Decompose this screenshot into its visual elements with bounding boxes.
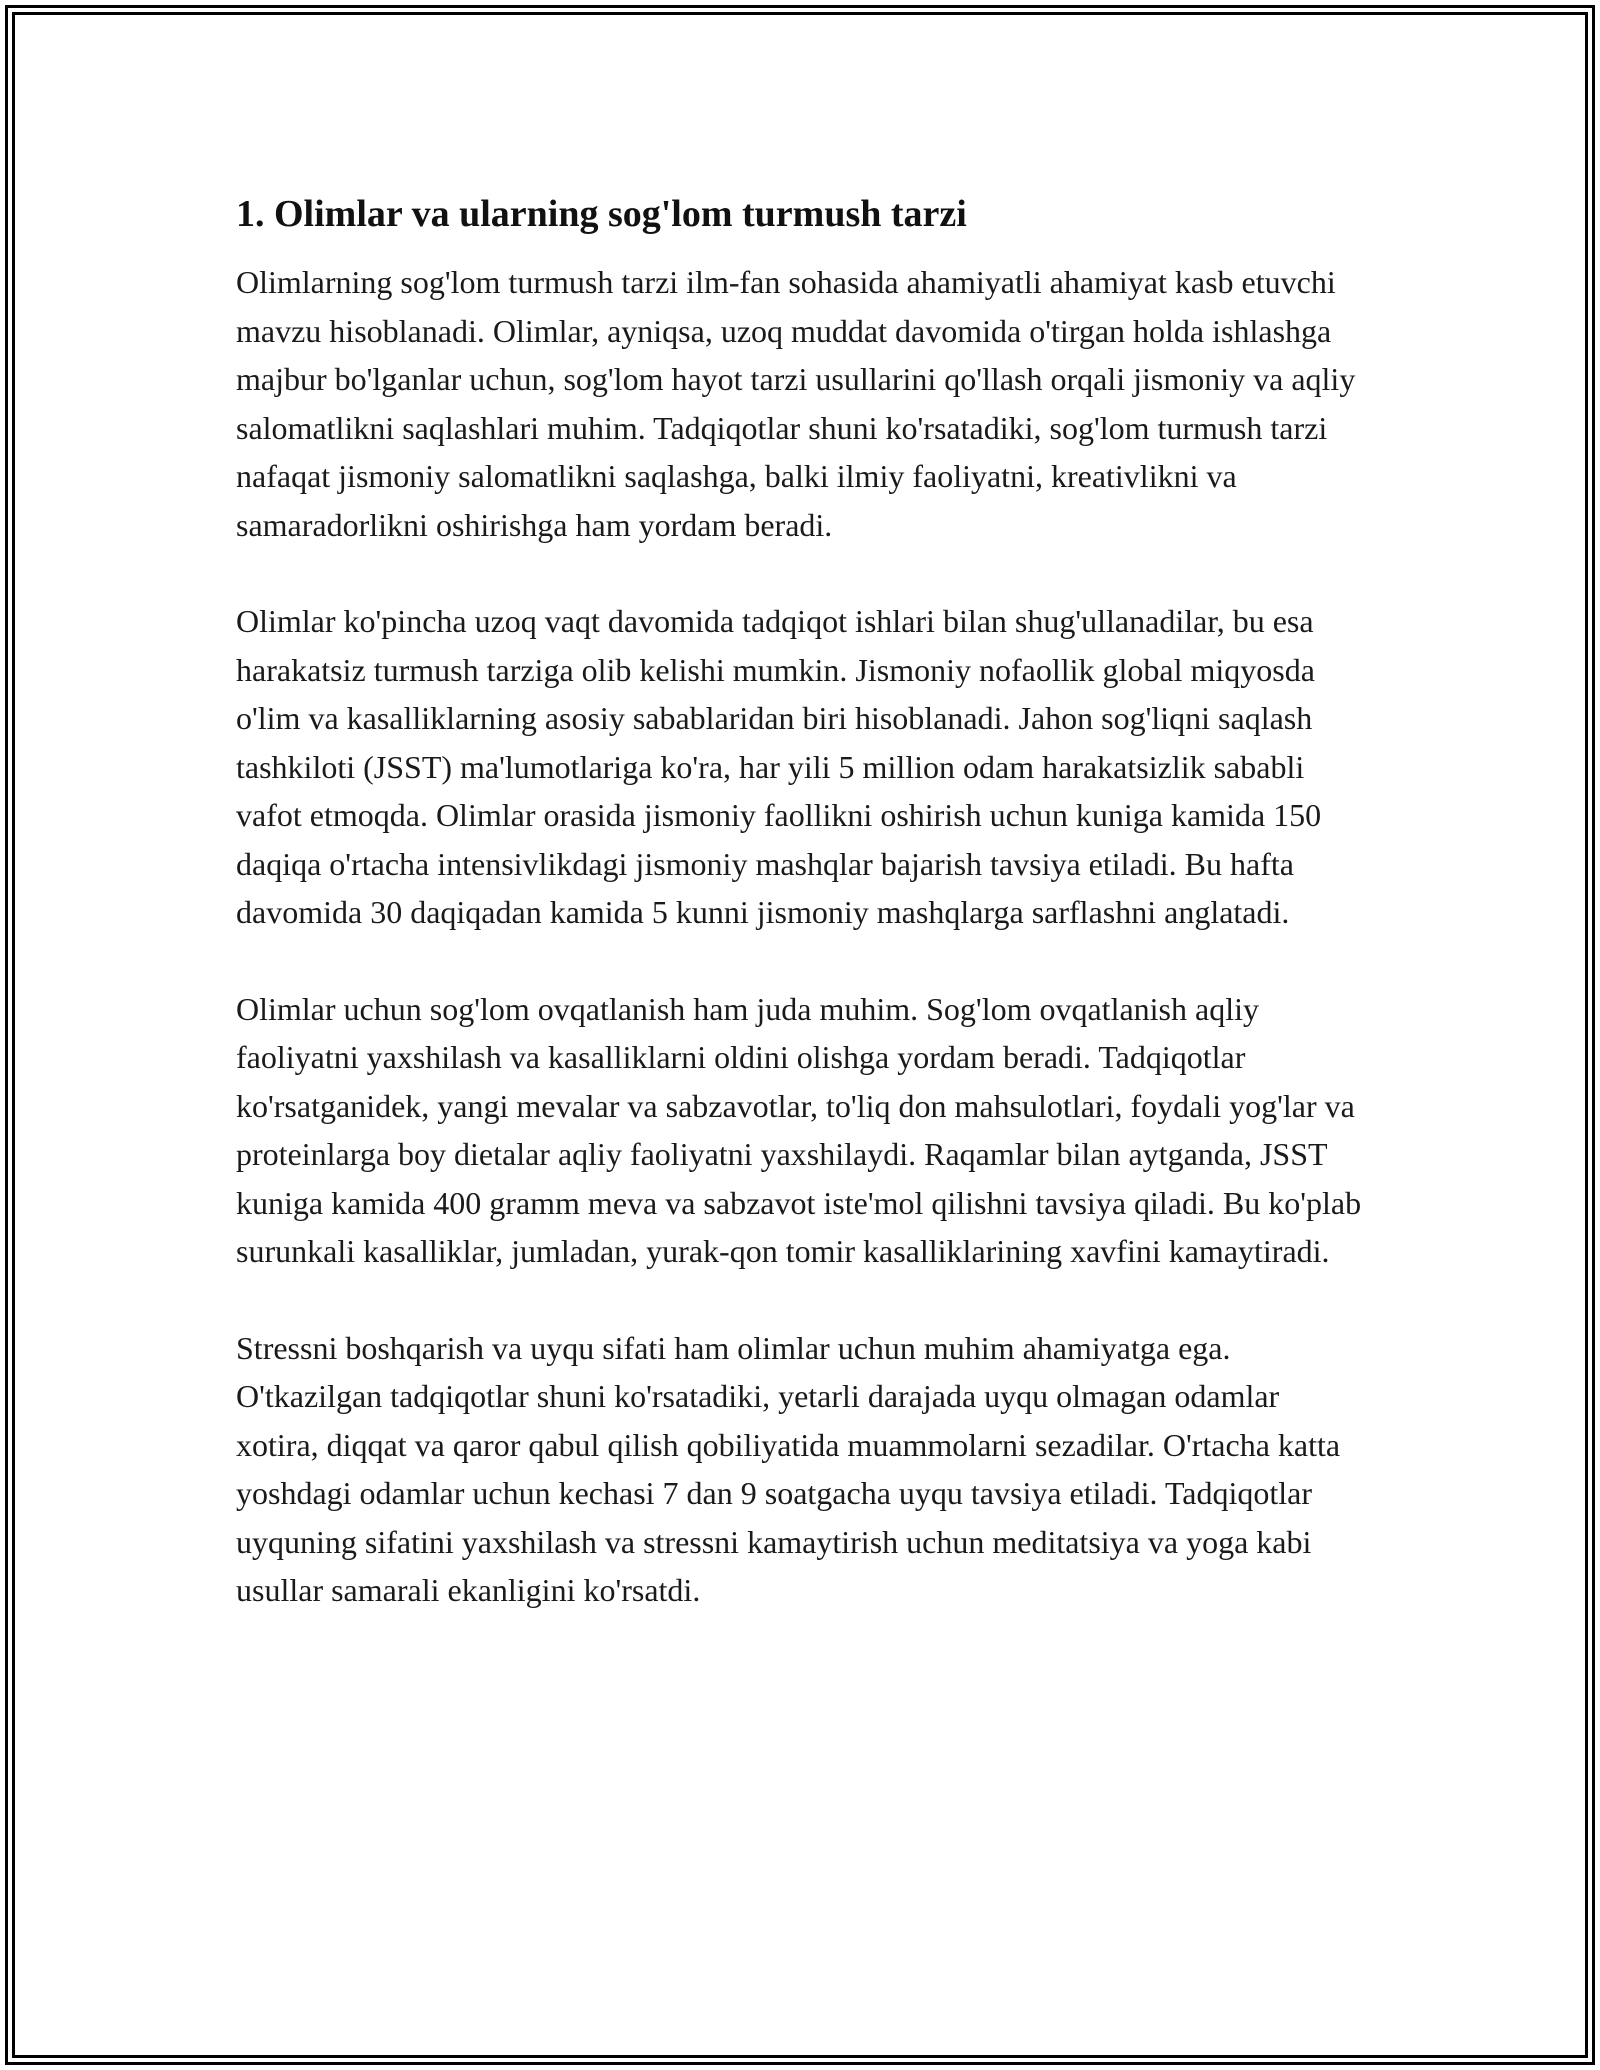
paragraph-physical-activity: Olimlar ko'pincha uzoq vaqt davomida tadqiqot ishlari bilan shug'ullanadilar, bu esa harakatsiz turmush tarziga olib kelishi mumkin. Jismoniy nofaollik global miqyosda o'lim va kasalliklarning asosiy sabablaridan biri hisoblanadi. Jahon sog'liqni saqlash tashkiloti (JSST) ma'lumotlariga ko'ra, har yili 5 million odam harakatsizlik sababli vafot etmoqda. Olimlar orasida jismoniy faollikni oshirish uchun kuniga kamida 150 daqiqa o'rtacha intensivlikdagi jismoniy mashqlar bajarish tavsiya etiladi. Bu hafta davomida 30 daqiqadan kamida 5 kunni jismoniy mashqlarga sarflashni anglatadi. — [236, 603, 1322, 930]
paragraph-stress-sleep: Stressni boshqarish va uyqu sifati ham olimlar uchun muhim ahamiyatga ega. O'tkazilgan tadqiqotlar shuni ko'rsatadiki, yetarli darajada uyqu olmagan odamlar xotira, diqqat va qaror qabul qilish qobiliyatida muammolarni sezadilar. O'rtacha katta yoshdagi odamlar uchun kechasi 7 dan 9 soatgacha uyqu tavsiya etiladi. Tadqiqotlar uyquning sifatini yaxshilash va stressni kamaytirish uchun meditatsiya va yoga kabi usullar samarali ekanligini ko'rsatdi. — [236, 1329, 1341, 1608]
paragraph-nutrition: Olimlar uchun sog'lom ovqatlanish ham juda muhim. Sog'lom ovqatlanish aqliy faoliyatni yaxshilash va kasalliklarni oldini olishga yordam beradi. Tadqiqotlar ko'rsatganidek, yangi mevalar va sabzavotlar, to'liq don mahsulotlari, foydali yog'lar va proteinlarga boy dietalar aqliy faoliyatni yaxshilaydi. Raqamlar bilan aytganda, JSST kuniga kamida 400 gramm meva va sabzavot iste'mol qilishni tavsiya qiladi. Bu ko'plab surunkali kasalliklar, jumladan, yurak-qon tomir kasalliklarining xavfini kamaytiradi. — [236, 990, 1362, 1269]
document-body — [236, 188, 1366, 1615]
paragraph-intro: Olimlarning sog'lom turmush tarzi ilm-fan sohasida ahamiyatli ahamiyat kasb etuvchi mavzu hisoblanadi. Olimlar, ayniqsa, uzoq muddat davomida o'tirgan holda ishlashga majbur bo'lganlar uchun, sog'lom hayot tarzi usullarini qo'llash orqali jismoniy va aqliy salomatlikni saqlashlari muhim. Tadqiqotlar shuni ko'rsatadiki, sog'lom turmush tarzi nafaqat jismoniy salomatlikni saqlashga, balki ilmiy faoliyatni, kreativlikni va samaradorlikni oshirishga ham yordam beradi. — [236, 264, 1356, 543]
section-heading: 1. Olimlar va ularning sog'lom turmush tarzi — [236, 193, 967, 235]
